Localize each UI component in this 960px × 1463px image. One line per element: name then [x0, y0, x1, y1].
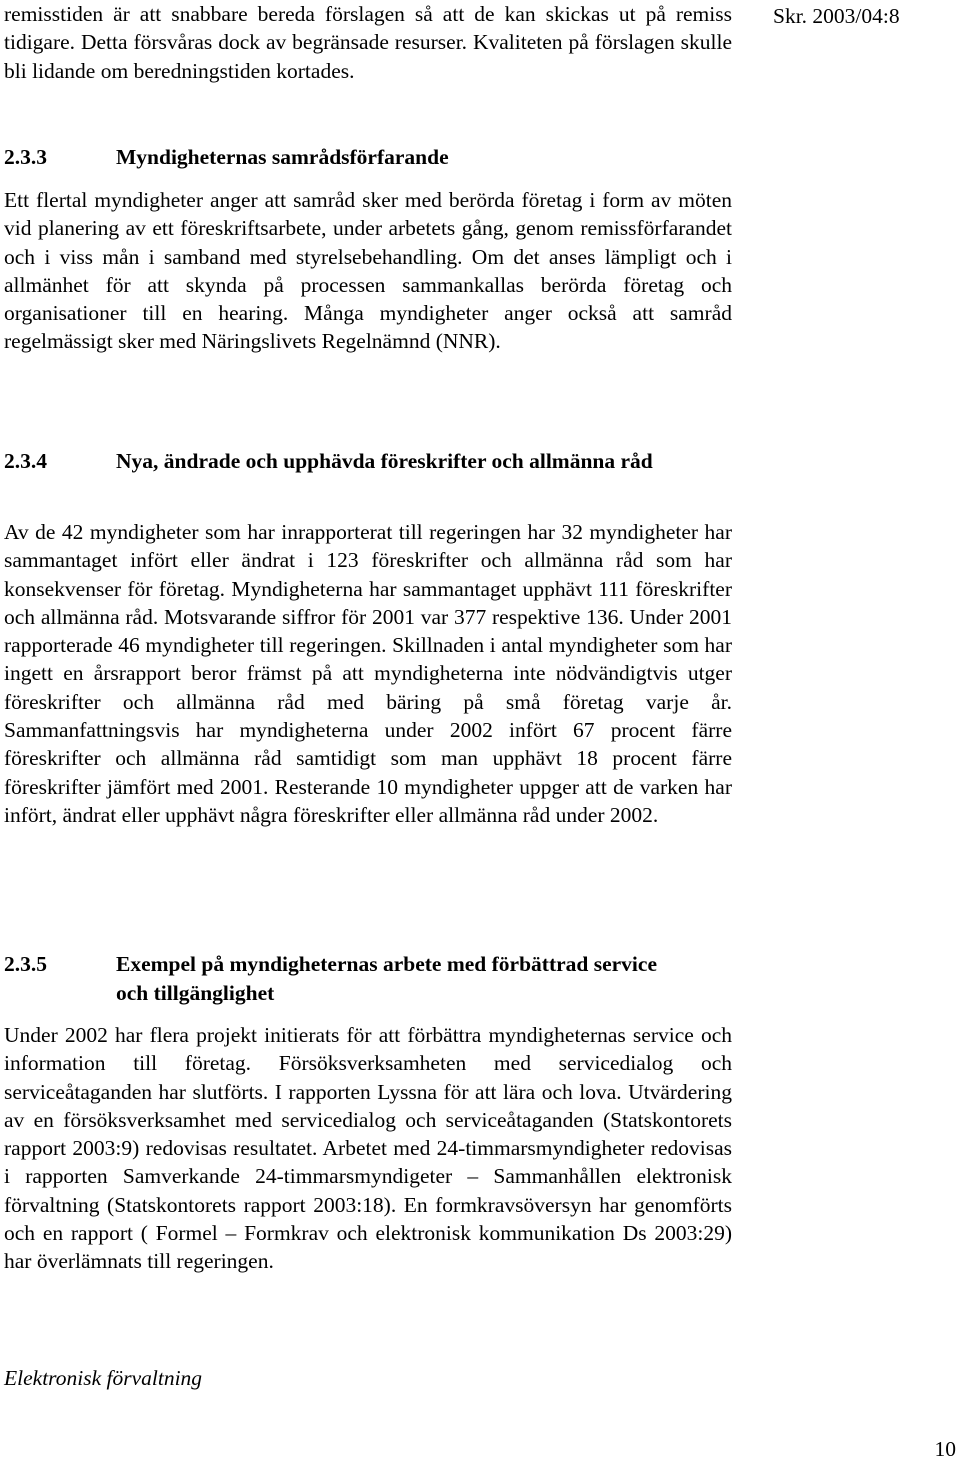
- section-paragraph-2-3-4: Av de 42 myndigheter som har inrapporterat till regeringen har 32 myndigheter har sammantaget infört eller ändrat i 123 föreskrifter och allmänna råd som har konsekvenser för företag. Myndigheterna har sammantaget upphävt 111 föreskrifter och allmänna råd. Motsvarande siffror för 2001 var 377 respektive 136. Under 2001 rapporterade 46 myndigheter till regeringen. Skillnaden i antal myndigheter som har ingett en årsrapport beror främst på att myndigheterna inte nödvändigtvis utger föreskrifter och allmänna råd med bäring på små företag varje år. Sammanfattningsvis har myndigheterna under 2002 infört 67 procent färre föreskrifter och allmänna råd samtidigt som man upphävt 18 procent färre föreskrifter jämfört med 2001. Resterande 10 myndigheter uppger att de varken har infört, ändrat eller upphävt några föreskrifter eller allmänna råd under 2002.: [4, 520, 732, 827]
- margin-reference: Skr. 2003/04:8: [773, 4, 900, 28]
- section-paragraph-2-3-5: Under 2002 har flera projekt initierats för att förbättra myndigheternas service och information till företag. Försöksverksamheten med servicedialog och serviceåtaganden har slutförts. I rapporten Lyssna för att lära och lova. Utvärdering av en försöksverksamhet med servicedialog och serviceåtaganden (Statskontorets rapport 2003:9) redovisas resultatet. Arbetet med 24-timmarsmyndigheter redovisas i rapporten Samverkande 24-timmarsmyndigeter – Sammanhållen elektronisk förvaltning (Statskontorets rapport 2003:18). En formkravsöversyn har genomförts och en rapport ( Formel – Formkrav och elektronisk kommunikation Ds 2003:29) har överlämnats till regeringen.: [4, 1023, 732, 1274]
- section-heading-2-3-4: [4, 447, 732, 476]
- section-heading-2-3-5: [4, 950, 732, 1008]
- italic-subheading: Elektronisk förvaltning: [4, 1366, 203, 1390]
- section-title: Exempel på myndigheternas arbete med förbättrad service och tillgänglighet: [116, 952, 657, 1005]
- section-heading-2-3-3: [4, 143, 732, 172]
- intro-paragraph: remisstiden är att snabbare bereda förslagen så att de kan skickas ut på remiss tidigare. Detta försvåras dock av begränsade resurser. Kvaliteten på förslagen skulle bli lidande om beredningstiden kortades.: [4, 2, 732, 83]
- section-number: 2.3.4: [4, 449, 47, 473]
- page-number: 10: [934, 1437, 956, 1461]
- section-number: 2.3.5: [4, 952, 47, 976]
- section-title: Myndigheternas samrådsförfarande: [116, 145, 449, 169]
- section-number: 2.3.3: [4, 145, 47, 169]
- section-paragraph-2-3-3: Ett flertal myndigheter anger att samråd sker med berörda företag i form av möten vid planering av ett föreskriftsarbete, under arbetets gång, genom remissförfarandet och i viss mån i samband med styrelsebehandling. Om det anses lämpligt och i allmänhet för att skynda på processen sammankallas berörda företag och organisationer till en hearing. Många myndigheter anger också att samråd regelmässigt sker med Näringslivets Regelnämnd (NNR).: [4, 188, 732, 354]
- section-title: Nya, ändrade och upphävda föreskrifter och allmänna råd: [116, 449, 653, 473]
